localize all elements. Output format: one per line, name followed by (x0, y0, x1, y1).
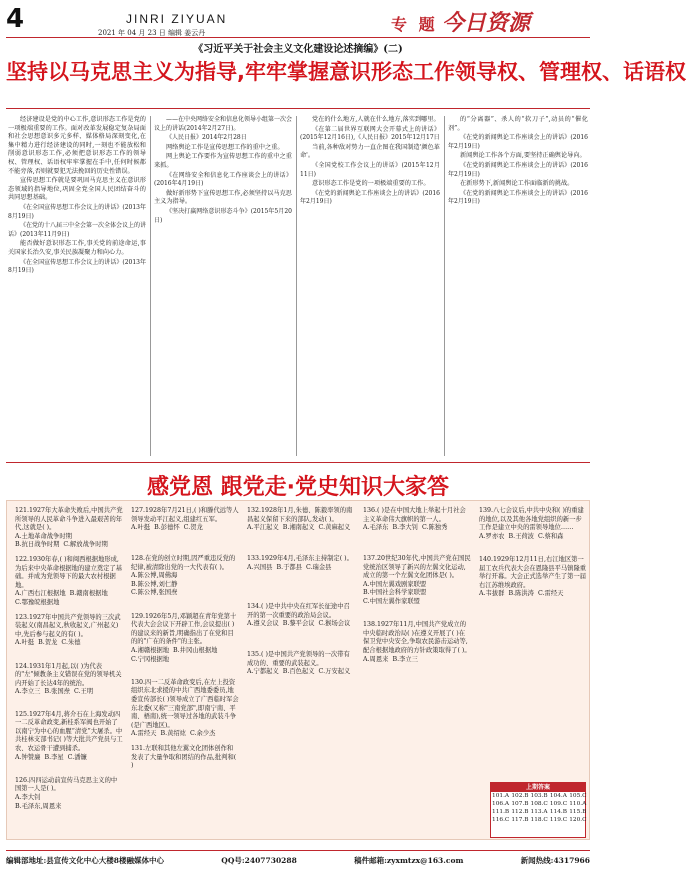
question-options: A.中国左翼戏剧家联盟 (363, 580, 427, 588)
article-paragraph: 《在党的新闻舆论工作座谈会上的讲话》(2016年2月19日) (448, 161, 588, 178)
question-options: A.湘赣根据地 B.井冈山根据地 (131, 646, 218, 654)
quiz-question (479, 556, 587, 599)
article-paragraph: 《坚决打赢网络意识形态斗争》(2015年5月20日) (154, 207, 292, 224)
question-options: B.中国社会科学家联盟 (363, 589, 427, 597)
footer-hotline: 新闻热线:4317966 (520, 855, 590, 865)
answer-cell: 108.C (530, 801, 548, 807)
article-column-3 (300, 116, 440, 456)
answer-cell: 101.A (492, 793, 510, 799)
quiz-question (131, 555, 239, 598)
question-options: A.土地革命战争时期 (15, 532, 72, 540)
answer-cell: 105.C (569, 793, 587, 799)
page-number: 4 (6, 4, 25, 34)
headline-rule (6, 108, 590, 109)
question-text: 131.左联和其他左翼文化团体创作和发表了大量争取和团结的作品,批判和( ) (131, 745, 237, 770)
quiz-question (363, 555, 471, 607)
question-options: A.雷经天 B.黄绍竑 C.余少杰 (131, 730, 216, 738)
question-text: 122.1930年春,( )和闽西根据地形成,为后来中央革命根据地的建立奠定了基础。并成为党领导下的最大农村根据地。 (15, 556, 123, 589)
question-options: B.陈公博,刘仁静 (131, 580, 178, 588)
quiz-question (131, 613, 239, 665)
question-text: 135.( )是中国共产党领导的一次带有成功的、重要的武装起义。 (247, 651, 350, 667)
date-line: 2021 年 04 月 23 日 编辑 姜云丹 (98, 29, 206, 37)
article-paragraph: 在新形势下,新闻舆论工作面临新的挑战。 (460, 180, 574, 188)
footer-qq: QQ号:2407730288 (221, 855, 297, 865)
question-text: 133.1929年4月,毛泽东主持制定( )。 (247, 555, 353, 562)
answer-cell: 120.C (569, 817, 587, 823)
column-divider (444, 116, 445, 456)
article-paragraph: 的“分离器”、杀人的“软刀子”,动员的“催化剂”。 (448, 116, 588, 132)
article-column-1 (8, 116, 146, 456)
answer-key (490, 782, 586, 838)
question-options: A.平江起义 B.湘南起义 C.黄麻起义 (247, 524, 351, 532)
quiz-title: 感党恩 跟党走·党史知识大家答 (146, 475, 450, 500)
article-paragraph: 宣传思想工作就是要巩固马克思主义在意识形态领域的指导地位,巩固全党全国人民团结奋斗的共同思想基础。 (8, 177, 146, 202)
footer-address: 编辑部地址:县宣传文化中心大楼8楼融媒体中心 (6, 855, 164, 865)
question-options: C.宁冈根据地 (131, 655, 170, 663)
quiz-question (247, 651, 355, 677)
footer (6, 850, 590, 866)
quiz-question (363, 507, 471, 533)
article-paragraph: 能否做好意识形态工作,事关党的前途命运,事关国家长治久安,事关民族凝聚力和向心力。 (8, 240, 146, 256)
question-options: C.陈公博,张国焘 (131, 589, 178, 597)
answer-cell: 104.A (549, 793, 567, 799)
quiz-question (15, 777, 123, 811)
question-text: 136.( )是在中国大地上举起十月社会主义革命伟大旗帜的第一人。 (363, 507, 466, 523)
answer-key-title: 上期答案 (491, 783, 585, 792)
question-text: 139.八七会议后,中共中央和( )的重建的地位,以及其他各地党组织的新一步工作是建立中央的雷领导地位…… (479, 507, 584, 532)
question-options: B.抗日战争时期 C.解放战争时期 (15, 541, 108, 549)
quiz-question (15, 507, 123, 550)
answer-cell: 116.C (492, 817, 510, 823)
article-column-2 (154, 116, 292, 456)
question-text: 134.( )是中共中央在红军长征途中召开的第一次重要的政治局会议。 (247, 603, 350, 619)
answer-cell: 110.A (569, 801, 587, 807)
question-text: 129.1926年5月,邓颖超在青年党第十代表大会会议下开辟工作,会议提出( )的建议来的新旨,明确指出了在党和目的的"广在的条件"的主张。 (131, 612, 237, 646)
paper-name: JINRI ZIYUAN (126, 12, 228, 26)
answer-cell: 118.C (530, 817, 548, 823)
header-rule (6, 37, 590, 38)
answer-table (491, 792, 588, 824)
article-paragraph: 《在党的新闻舆论工作座谈会上的讲话》(2016年2月19日) (448, 189, 588, 206)
article-paragraph: 网络舆论工作是宣传思想工作的重中之重。 (166, 143, 284, 151)
article-paragraph: 新闻舆论工作各个方面,要坚持正确舆论导向。 (460, 152, 586, 160)
column-divider (150, 116, 151, 456)
question-options: A.李立三 B.张国焘 C.王明 (15, 688, 94, 696)
answer-cell: 103.B (530, 793, 548, 799)
headline: 坚持以马克思主义为指导,牢牢掌握意识形态工作领导权、管理权、话语权 (6, 60, 686, 84)
question-text: 130.四一二反革命政变后,在左上投资组织东北求援的中共广西地委委员,地委宣传部长( )领导成立了广西临时军会东北委(又称"三南党部",即南宁南、平南、梧南),统一领导过各地的武装斗争(是广西地区)。 (131, 678, 239, 729)
quiz-question (479, 507, 587, 541)
question-text: 127.1928年7月21日,( )和滕代远等人领导发动平江起义,组建红五军。 (131, 507, 239, 523)
article-paragraph: 做好新形势下宣传思想工作,必须坚持以马克思主义为指导。 (154, 189, 292, 206)
quiz-question (15, 556, 123, 608)
question-text: 132.1928年1月,朱德、陈毅率领的南昌起义保留下来的部队,发动( )。 (247, 507, 353, 523)
answer-row (491, 808, 588, 816)
quiz-question (131, 507, 239, 533)
question-text: 124.1931年1月起,以( )为代表的"左"倾教条主义错误在党的领导机关内开始了长达4年的统治。 (15, 662, 122, 687)
article-column-4 (448, 116, 588, 456)
question-options: A.宁都起义 B.百色起义 C.万安起义 (247, 668, 351, 676)
answer-row (491, 800, 588, 808)
quiz-question (247, 555, 355, 572)
question-options: A.毛泽东 B.李大钊 C.陈独秀 (363, 524, 448, 532)
answer-cell: 117.B (511, 817, 529, 823)
answer-row (491, 816, 588, 824)
footer-email: 稿件邮箱:zyxmtzx@163.com (354, 855, 464, 865)
question-options: A.叶挺 B.贺龙 C.朱德 (15, 639, 81, 647)
article-paragraph: ——在中央网络安全和信息化领导小组第一次会议上的讲话(2014年2月27日)。 (154, 116, 293, 132)
question-options: A.遵义会议 B.黎平会议 C.猴场会议 (247, 620, 351, 628)
column-divider (296, 116, 297, 456)
question-options: A.李大钊 (15, 793, 41, 801)
article-paragraph: 《人民日报》2014年2月28日 (166, 134, 247, 142)
question-text: 140.1929年12月11日,右江地区第一届工农兵代表大会在恩隆县平马镇隆重举行开幕。大会正式选举产生了第一届右江苏维埃政府。 (479, 556, 587, 589)
article-paragraph: 当前,各种敌对势力一直企图在我国制造'颜色革命'。 (300, 143, 440, 160)
article-paragraph: 《在全国宣传思想工作会议上的讲话》(2013年8月19日) (8, 258, 146, 275)
page-header (6, 6, 590, 36)
answer-cell: 113.A (530, 809, 548, 815)
quiz-question (15, 614, 123, 648)
question-text: 123.1927年中国共产党领导的三次武装起义(南昌起义,秋收起义,广州起义)中,先后参与起义的有( )。 (15, 613, 121, 638)
question-options: A.钟赞廉 B.李星 C.潘镰 (15, 753, 87, 761)
question-text: 125.1927年4月,蒋介石在上海发动四一二反革命政变,新桂系军阀也开始了以南宁为中心的血腥“清党”大屠杀。中共桂林支部书记( )等大批共产党员与工农、农运骨干遭到捕杀。 (15, 710, 123, 752)
article-paragraph: 经济建设是党的中心工作,意识形态工作是党的一项极端重要的工作。面对改革发展稳定复杂局面和社会思想意识多元多样、媒体格局深刻变化,在集中精力进行经济建设的同时,一刻也不能放松和削弱意识形态工作,必须把意识形态工作的领导权、管理权、话语权牢牢掌握在手中,任何时候都不能旁落,否则就要犯无法挽回的历史性错误。 (8, 116, 146, 175)
answer-cell: 112.B (511, 809, 529, 815)
series-title: 《习近平关于社会主义文化建设论述摘编》(二) (193, 44, 403, 55)
quiz-question (247, 603, 355, 629)
question-options: C.中国左翼作家联盟 (363, 597, 420, 605)
question-text: 137.20世纪30年代,中国共产党在国民党统治区领导了新兴的左翼文化运动,成立的第一个左翼文化团体是( )。 (363, 555, 471, 580)
question-options: C.鄂豫皖根据地 (15, 598, 60, 606)
quiz-question (15, 663, 123, 697)
article-paragraph: 《在全国宣传思想工作会议上的讲话》(2013年8月19日) (8, 203, 146, 220)
question-text: 128.在党的创立时期,因严重违反党的纪律,被清除出党的一大代表有( )。 (131, 555, 236, 571)
question-options: A.周恩来 B.李立三 (363, 655, 418, 663)
section-title: 专 题 (391, 15, 438, 34)
section-rule (6, 462, 590, 463)
article-paragraph: 《全国党校工作会议上的讲话》(2015年12月11日) (300, 161, 440, 178)
question-options: A.罗亦农 B.王荷波 C.蔡和森 (479, 532, 564, 540)
question-options: A.陈公博,周佛海 (131, 572, 178, 580)
question-options: A.韦拔群 B.陈洪涛 C.雷经天 (479, 590, 564, 598)
quiz-question (131, 679, 239, 739)
quiz-question (247, 507, 355, 533)
answer-cell: 102.B (511, 793, 529, 799)
question-text: 126.四四运动前宣传马克思主义的中国第一人是( )。 (15, 776, 118, 793)
answer-cell: 114.B (549, 809, 568, 815)
answer-cell: 119.C (549, 817, 568, 823)
quiz-question (15, 711, 123, 763)
article-paragraph: 党在的什么地方,人就在什么地方,落实到哪里。 (312, 116, 440, 123)
question-options: A.广西右江根据地 B.赣南根据地 (15, 590, 108, 598)
article-paragraph: 《在党的新闻舆论工作座谈会上的讲话》(2016年2月19日) (300, 189, 440, 206)
article-paragraph: 《在第二届世界互联网大会开幕式上的讲话》(2015年12月16日),《人民日报》2015年12月17日 (300, 125, 440, 142)
paper-logo: 今日资源 (442, 10, 531, 36)
question-text: 138.1927年11月,中国共产党成立的中央临时政治局( )在遵义开展了( )在保卫党中央安全,争取农民游击运动等,配合根据地政府的方针政策取得了( )。 (363, 621, 471, 654)
answer-cell: 109.C (549, 801, 568, 807)
question-options: A.兴国县 B.于都县 C.瑞金县 (247, 563, 332, 571)
article-paragraph: 意识形态工作是党的一项极端重要的工作。 (312, 180, 430, 188)
question-text: 121.1927年大革命失败后,中国共产党所领导的人民革命斗争进入最艰苦的年代,这就是( )。 (15, 507, 123, 532)
question-options: A.叶挺 B.彭德怀 C.贺龙 (131, 524, 203, 532)
question-options: B.毛泽东,周恩来 (15, 802, 62, 810)
answer-cell: 106.A (492, 801, 510, 807)
article-paragraph: 《在党的新闻舆论工作座谈会上的讲话》(2016年2月19日) (448, 134, 588, 150)
answer-cell: 115.B (569, 809, 587, 815)
answer-row (491, 792, 588, 800)
article-paragraph: 《在党的十八届三中全会第一次全体会议上的讲话》(2013年11月9日) (8, 222, 147, 238)
article-paragraph: 《在网络安全和信息化工作座谈会上的讲话》(2016年4月19日) (154, 171, 292, 188)
article-paragraph: 网上舆论工作要作为宣传思想工作的重中之重来抓。 (154, 153, 292, 169)
quiz-question (131, 745, 239, 771)
quiz-question (363, 621, 471, 664)
answer-cell: 107.B (511, 801, 529, 807)
answer-cell: 111.B (492, 809, 510, 815)
